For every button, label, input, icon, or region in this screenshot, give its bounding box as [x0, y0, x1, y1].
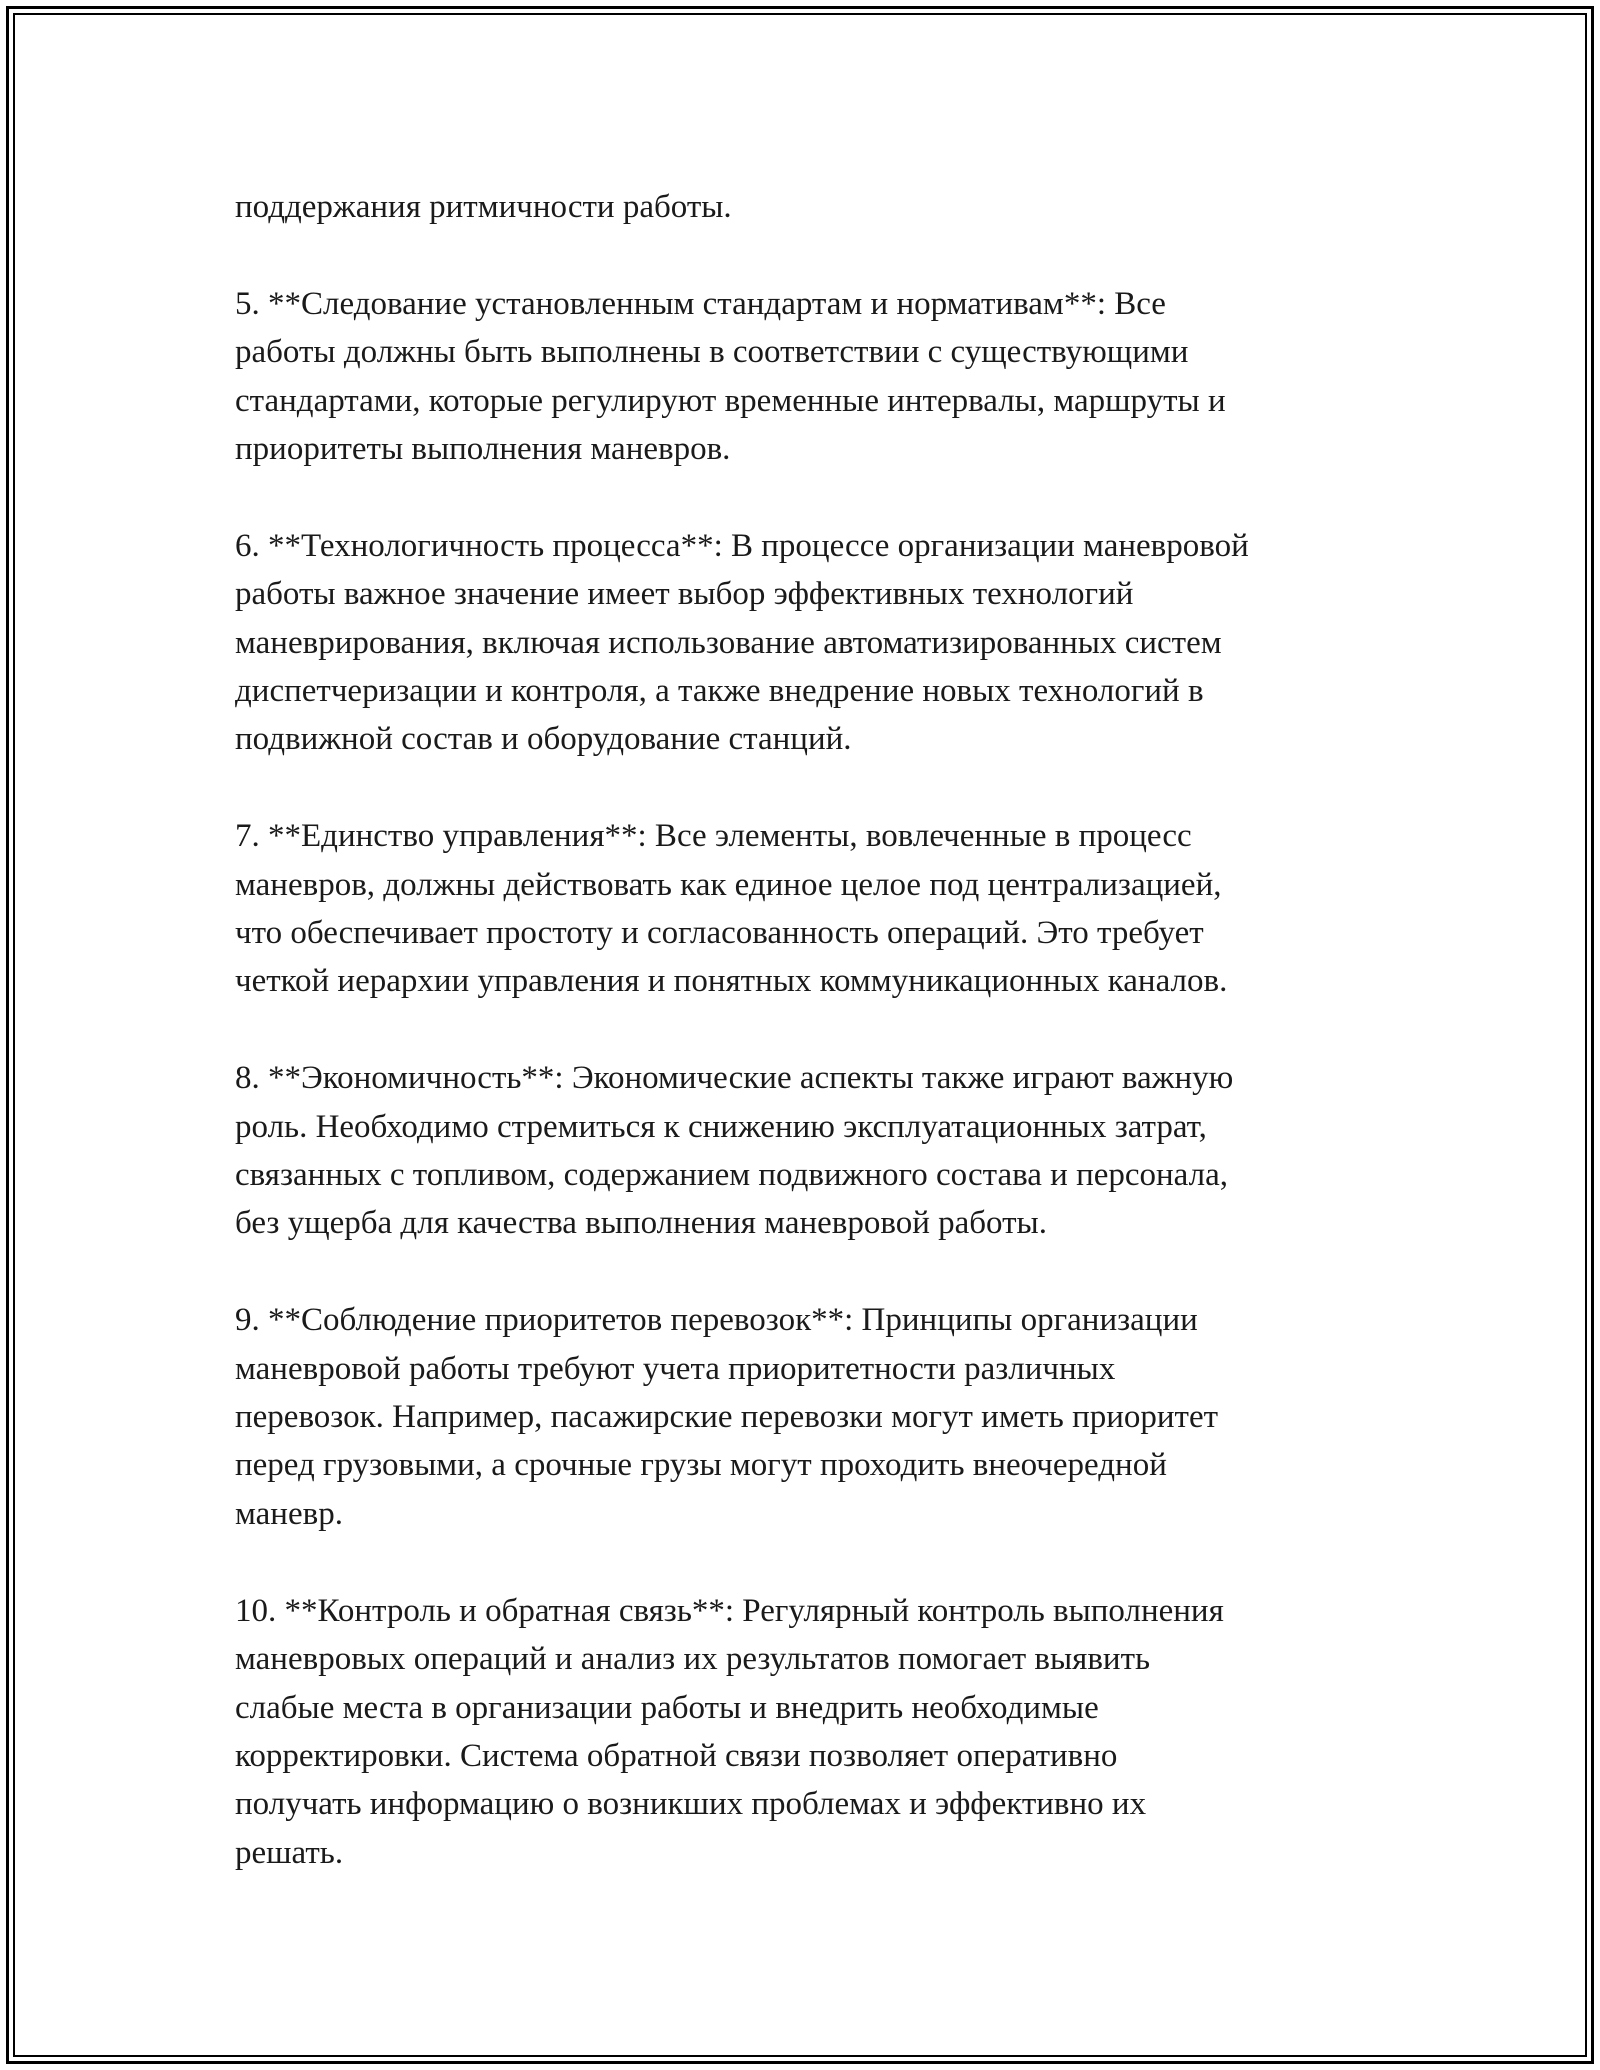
paragraph-item-6: 6. **Технологичность процесса**: В процессе организации маневровой работы важное значение имеет выбор эффективных технологий маневрирования, включая использование автоматизированных систем диспетчеризации и контроля, а также внедрение новых технологий в подвижной состав и оборудование станций.: [235, 527, 1249, 758]
paragraph-continuation: поддержания ритмичности работы.: [235, 189, 732, 225]
paragraph-item-8: 8. **Экономичность**: Экономические аспекты также играют важную роль. Необходимо стремиться к снижению эксплуатационных затрат, связанных с топливом, содержанием подвижного состава и персонала, без ущерба для качества выполнения маневровой работы.: [235, 1060, 1234, 1242]
paragraph-item-10: 10. **Контроль и обратная связь**: Регулярный контроль выполнения маневровых операций и анализ их результатов помогает выявить слабые места в организации работы и внедрить необходимые корректировки. Система обратной связи позволяет оперативно получать информацию о возникших проблемах и эффективно их решать.: [235, 1592, 1224, 1871]
paragraph-item-5: 5. **Следование установленным стандартам и нормативам**: Все работы должны быть выполнены в соответствии с существующими стандартами, которые регулируют временные интервалы, маршруты и приоритеты выполнения маневров.: [235, 285, 1226, 468]
paragraph-item-9: 9. **Соблюдение приоритетов перевозок**: Принципы организации маневровой работы требуют учета приоритетности различных перевозок. Например, пасажирские перевозки могут иметь приоритет перед грузовыми, а срочные грузы могут проходить внеочередной маневр.: [235, 1302, 1219, 1532]
paragraph-item-7: 7. **Единство управления**: Все элементы, вовлеченные в процесс маневров, должны действовать как единое целое под централизацией, что обеспечивает простоту и согласованность операций. Это требует четкой иерархии управления и понятных коммуникационных каналов.: [235, 818, 1228, 1000]
document-body: [235, 183, 1375, 1877]
